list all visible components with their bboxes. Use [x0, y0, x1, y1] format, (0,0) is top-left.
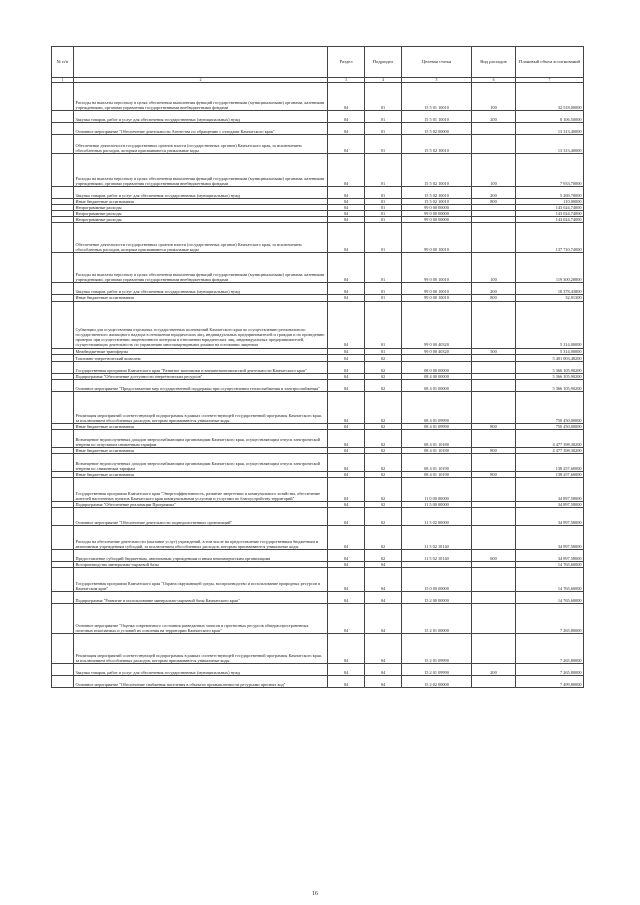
- table-row: [52, 223, 584, 253]
- num-cell: [52, 361, 74, 373]
- subsection-cell: 01: [365, 295, 402, 301]
- section-cell: 04: [328, 633, 365, 663]
- target-cell: 08 0 00 00000: [402, 361, 472, 373]
- target-cell: 15 5 02 00000: [402, 123, 472, 135]
- section-cell: 04: [328, 223, 365, 253]
- page-number: 16: [312, 891, 318, 897]
- amount-cell: 5 314,00000: [516, 301, 584, 348]
- target-cell: 08 4 01 10180: [402, 429, 472, 447]
- section-cell: 04: [328, 507, 365, 525]
- exptype-cell: [472, 453, 516, 471]
- section-cell: 04: [328, 217, 365, 223]
- target-cell: 08 4 01 10190: [402, 471, 472, 477]
- amount-cell: 8 106,50000: [516, 111, 584, 123]
- table-row: [52, 567, 584, 591]
- target-cell: 11 5 02 00000: [402, 507, 472, 525]
- num-cell: [52, 429, 74, 447]
- num-cell: [52, 223, 74, 253]
- num-cell: [52, 603, 74, 633]
- exptype-cell: [472, 429, 516, 447]
- target-cell: 99 0 00 40320: [402, 301, 472, 348]
- amount-cell: 119 300,28800: [516, 253, 584, 283]
- amount-cell: 7 933,70000: [516, 154, 584, 187]
- subsection-cell: 04: [365, 591, 402, 603]
- name-cell: Государственная программа Камчатского края "Энергоэффективность, развитие энергетики и коммунального хозяйства, обеспечение жителей населенных пунктов Камчатского края коммунальными услугами и услугами по благоустройству территорий": [74, 477, 328, 501]
- table-row: [52, 549, 584, 561]
- name-cell: Закупка товаров, работ и услуг для обеспечения государственных (муниципальных) нужд: [74, 663, 328, 675]
- num-cell: [52, 187, 74, 199]
- name-cell: Основное мероприятие "Оценка современного состояния разведанных запасов и прогнозных ресурсов общераспространенных полезных ископаемых и условий их освоения на территории Камчатского края": [74, 603, 328, 633]
- table-row: [52, 603, 584, 633]
- name-cell: Закупка товаров, работ и услуг для обеспечения государственных (муниципальных) нужд: [74, 111, 328, 123]
- name-cell: Закупка товаров, работ и услуг для обеспечения государственных (муниципальных) нужд: [74, 187, 328, 199]
- name-cell: Расходы на выплаты персоналу в целях обеспечения выполнения функций государственными (муниципальными) органами, казенными учреждениями, органами управления государственными внебюджетными фондами: [74, 83, 328, 111]
- target-cell: 99 0 00 10010: [402, 253, 472, 283]
- name-cell: Иные бюджетные ассигнования: [74, 199, 328, 205]
- amount-cell: 34 897,58000: [516, 525, 584, 549]
- num-cell: [52, 507, 74, 525]
- target-cell: 11 0 00 00000: [402, 477, 472, 501]
- name-cell: Основное мероприятие "Предоставление мер государственной поддержки при осуществлении теплоснабжения и электроснабжения": [74, 379, 328, 391]
- amount-cell: 34 897,58000: [516, 507, 584, 525]
- section-cell: 04: [328, 549, 365, 561]
- name-cell: Расходы на выплаты персоналу в целях обеспечения выполнения функций государственными (муниципальными) органами, казенными учреждениями, органами управления государственными внебюджетными фондами: [74, 154, 328, 187]
- section-cell: 04: [328, 123, 365, 135]
- amount-cell: 750 450,00000: [516, 423, 584, 429]
- amount-cell: 34 897,58000: [516, 501, 584, 507]
- section-cell: 04: [328, 603, 365, 633]
- section-cell: 04: [328, 301, 365, 348]
- header-target: Целевая статья: [402, 47, 472, 78]
- target-cell: 99 0 00 10010: [402, 223, 472, 253]
- header-amount: Плановый объем ассигнований: [516, 47, 584, 78]
- subsection-cell: 04: [365, 663, 402, 675]
- section-cell: 04: [328, 561, 365, 567]
- subsection-cell: 02: [365, 361, 402, 373]
- header-name: [74, 47, 328, 78]
- exptype-cell: [472, 391, 516, 423]
- amount-cell: 14 765,60000: [516, 567, 584, 591]
- target-cell: 99 0 00 40320: [402, 348, 472, 354]
- exptype-cell: [472, 603, 516, 633]
- target-cell: 08 4 01 00000: [402, 379, 472, 391]
- section-cell: 04: [328, 154, 365, 187]
- target-cell: [402, 354, 472, 361]
- exptype-cell: 600: [472, 549, 516, 561]
- exptype-cell: 100: [472, 253, 516, 283]
- target-cell: 15 5 02 10010: [402, 154, 472, 187]
- table-row: [52, 391, 584, 423]
- exptype-cell: 800: [472, 447, 516, 453]
- name-cell: Непрограммные расходы: [74, 211, 328, 217]
- table-row: [52, 111, 584, 123]
- amount-cell: 14 765,60000: [516, 591, 584, 603]
- table-row: [52, 283, 584, 295]
- amount-cell: 14 765,60000: [516, 561, 584, 567]
- subsection-cell: 01: [365, 187, 402, 199]
- section-cell: 04: [328, 199, 365, 205]
- subsection-cell: 02: [365, 525, 402, 549]
- header-exptype: Вид расходов: [472, 47, 516, 78]
- subsection-cell: 02: [365, 429, 402, 447]
- section-cell: 04: [328, 453, 365, 471]
- subsection-cell: 01: [365, 223, 402, 253]
- name-cell: Реализация мероприятий соответствующей подпрограммы в рамках соответствующей государственной программы Камчатского края, за исключением обособленных расходов, которым присваиваются уникальные коды: [74, 633, 328, 663]
- table-row: [52, 187, 584, 199]
- subsection-cell: 02: [365, 373, 402, 379]
- table-row: [52, 429, 584, 447]
- section-cell: 04: [328, 187, 365, 199]
- subsection-cell: 01: [365, 83, 402, 111]
- section-cell: 04: [328, 253, 365, 283]
- table-row: [52, 675, 584, 687]
- exptype-cell: [472, 301, 516, 348]
- name-cell: Реализация мероприятий соответствующей подпрограммы в рамках соответствующей государственной программы Камчатского края, за исключением обособленных расходов, которым присваиваются уникальные коды: [74, 391, 328, 423]
- num-cell: [52, 301, 74, 348]
- target-cell: 08 4 01 10190: [402, 453, 472, 471]
- subsection-cell: 01: [365, 283, 402, 295]
- exptype-cell: 100: [472, 154, 516, 187]
- header-number: 5: [402, 78, 472, 83]
- section-cell: 04: [328, 83, 365, 111]
- subsection-cell: 02: [365, 501, 402, 507]
- amount-cell: 138 257,60000: [516, 471, 584, 477]
- target-cell: 11 5 02 10140: [402, 525, 472, 549]
- target-cell: 15 5 02 10010: [402, 135, 472, 154]
- name-cell: Непрограммные расходы: [74, 217, 328, 223]
- target-cell: 99 0 00 00000: [402, 211, 472, 217]
- subsection-cell: 01: [365, 135, 402, 154]
- exptype-cell: 200: [472, 187, 516, 199]
- subsection-cell: 04: [365, 633, 402, 663]
- subsection-cell: 01: [365, 111, 402, 123]
- target-cell: 15 5 02 10010: [402, 187, 472, 199]
- budget-table: [51, 46, 584, 688]
- num-cell: [52, 135, 74, 154]
- header-number: 1: [52, 78, 74, 83]
- name-cell: Предоставление субсидий бюджетным, автономным учреждениям и иным некоммерческим организациям: [74, 549, 328, 561]
- table-row: [52, 301, 584, 348]
- table-row: [52, 154, 584, 187]
- section-cell: 04: [328, 348, 365, 354]
- name-cell: Основное мероприятие "Обеспечение деятельности Агентства по обращению с отходами Камчатского края": [74, 123, 328, 135]
- table-row: [52, 633, 584, 663]
- subsection-cell: 01: [365, 154, 402, 187]
- subsection-cell: 02: [365, 477, 402, 501]
- section-cell: 04: [328, 675, 365, 687]
- target-cell: 08 4 01 09990: [402, 423, 472, 429]
- target-cell: 99 0 00 10010: [402, 295, 472, 301]
- exptype-cell: 800: [472, 199, 516, 205]
- subsection-cell: 01: [365, 123, 402, 135]
- exptype-cell: 800: [472, 423, 516, 429]
- name-cell: Иные бюджетные ассигнования: [74, 423, 328, 429]
- exptype-cell: [472, 135, 516, 154]
- subsection-cell: 01: [365, 301, 402, 348]
- amount-cell: 7 265,80000: [516, 663, 584, 675]
- table-row: [52, 591, 584, 603]
- table-row: [52, 379, 584, 391]
- target-cell: 08 4 01 10180: [402, 447, 472, 453]
- table-row: [52, 83, 584, 111]
- amount-cell: 13 313,40000: [516, 135, 584, 154]
- amount-cell: 4 477 398,30200: [516, 429, 584, 447]
- amount-cell: 750 450,00000: [516, 391, 584, 423]
- subsection-cell: 02: [365, 447, 402, 453]
- exptype-cell: [472, 525, 516, 549]
- subsection-cell: 04: [365, 561, 402, 567]
- num-cell: [52, 391, 74, 423]
- target-cell: 15 5 02 10010: [402, 199, 472, 205]
- table-row: [52, 525, 584, 549]
- exptype-cell: [472, 633, 516, 663]
- section-cell: 04: [328, 477, 365, 501]
- section-cell: 04: [328, 295, 365, 301]
- section-cell: 04: [328, 501, 365, 507]
- section-cell: 04: [328, 354, 365, 361]
- subsection-cell: 01: [365, 211, 402, 217]
- amount-cell: 7 499,80000: [516, 675, 584, 687]
- header-number: 2: [74, 78, 328, 83]
- num-cell: [52, 354, 74, 361]
- exptype-cell: [472, 507, 516, 525]
- subsection-cell: 02: [365, 391, 402, 423]
- amount-cell: 138 257,60000: [516, 453, 584, 471]
- name-cell: Межбюджетные трансферты: [74, 348, 328, 354]
- name-cell: Основное мероприятие "Обеспечение деятельности подведомственных организаций": [74, 507, 328, 525]
- header-number: 3: [328, 78, 365, 83]
- name-cell: Подпрограмма "Обеспечение реализации Программы": [74, 501, 328, 507]
- amount-cell: 5 366 105,90200: [516, 379, 584, 391]
- amount-cell: 34 897,58000: [516, 549, 584, 561]
- amount-cell: 34 897,58000: [516, 477, 584, 501]
- subsection-cell: 04: [365, 567, 402, 591]
- target-cell: 15 2 02 00000: [402, 675, 472, 687]
- num-cell: [52, 283, 74, 295]
- section-cell: 04: [328, 361, 365, 373]
- name-cell: Иные бюджетные ассигнования: [74, 471, 328, 477]
- section-cell: 04: [328, 471, 365, 477]
- name-cell: Закупка товаров, работ и услуг для обеспечения государственных (муниципальных) нужд: [74, 283, 328, 295]
- name-cell: Иные бюджетные ассигнования: [74, 295, 328, 301]
- num-cell: [52, 453, 74, 471]
- subsection-cell: 01: [365, 199, 402, 205]
- header-number: 4: [365, 78, 402, 83]
- subsection-cell: 04: [365, 603, 402, 633]
- target-cell: 11 5 02 10140: [402, 549, 472, 561]
- num-cell: [52, 663, 74, 675]
- section-cell: 04: [328, 211, 365, 217]
- num-cell: [52, 477, 74, 501]
- header-subsection: Подраздел: [365, 47, 402, 78]
- subsection-cell: 02: [365, 507, 402, 525]
- subsection-cell: 01: [365, 348, 402, 354]
- table-row: [52, 453, 584, 471]
- exptype-cell: 200: [472, 283, 516, 295]
- subsection-cell: 02: [365, 354, 402, 361]
- num-cell: [52, 549, 74, 561]
- section-cell: 04: [328, 391, 365, 423]
- name-cell: Топливно-энергетический комплекс: [74, 354, 328, 361]
- exptype-cell: [472, 591, 516, 603]
- section-cell: 04: [328, 567, 365, 591]
- amount-cell: 18 378,43800: [516, 283, 584, 295]
- name-cell: Воспроизводство минерально-сырьевой базы: [74, 561, 328, 567]
- name-cell: Обеспечение деятельности государственных органов власти (государственных органов) Камчатского края, за исключением обособленных расходов, которым присваиваются уникальные коды: [74, 135, 328, 154]
- target-cell: 99 0 00 00000: [402, 205, 472, 211]
- name-cell: Расходы на выплаты персоналу в целях обеспечения выполнения функций государственными (муниципальными) органами, казенными учреждениями, органами управления государственными внебюджетными фондами: [74, 253, 328, 283]
- subsection-cell: 02: [365, 549, 402, 561]
- section-cell: 04: [328, 135, 365, 154]
- amount-cell: 5 314,00000: [516, 348, 584, 354]
- subsection-cell: 04: [365, 675, 402, 687]
- num-cell: [52, 675, 74, 687]
- amount-cell: 32,01300: [516, 295, 584, 301]
- target-cell: 15 2 01 09990: [402, 633, 472, 663]
- amount-cell: 13 313,40000: [516, 123, 584, 135]
- header-num: № п/п: [52, 47, 74, 78]
- table-row: [52, 663, 584, 675]
- subsection-cell: 01: [365, 217, 402, 223]
- name-cell: Субвенции для осуществления отдельных государственных полномочий Камчатского края по осуществлению регионального государственного жилищного надзора в отношении юридических лиц, индивидуальных предпринимателей и граждан и по проведению проверок при осуществлении лицензионного контроля в отношении юридических лиц, индивидуальных предпринимателей, осуществляющих деятельность по управлению многоквартирными домами на основании лицензии: [74, 301, 328, 348]
- name-cell: Иные бюджетные ассигнования: [74, 447, 328, 453]
- name-cell: Подпрограмма "Обеспечение доступности энергетических ресурсов": [74, 373, 328, 379]
- section-cell: 04: [328, 283, 365, 295]
- target-cell: 15 5 01 10010: [402, 111, 472, 123]
- exptype-cell: 800: [472, 295, 516, 301]
- section-cell: 04: [328, 429, 365, 447]
- name-cell: Подпрограмма "Развитие и использование минерально-сырьевой базы Камчатского края": [74, 591, 328, 603]
- amount-cell: 5 401 003,48200: [516, 354, 584, 361]
- name-cell: Непрограммные расходы: [74, 205, 328, 211]
- target-cell: 08 4 01 09990: [402, 391, 472, 423]
- table-row: [52, 135, 584, 154]
- name-cell: Государственная программа Камчатского края "Развитие экономики и внешнеэкономической деятельности Камчатского края": [74, 361, 328, 373]
- subsection-cell: 02: [365, 423, 402, 429]
- num-cell: [52, 379, 74, 391]
- exptype-cell: [472, 354, 516, 361]
- amount-cell: 137 710,74000: [516, 223, 584, 253]
- section-cell: 04: [328, 111, 365, 123]
- amount-cell: 4 477 398,30200: [516, 447, 584, 453]
- exptype-cell: [472, 379, 516, 391]
- amount-cell: 5 366 105,90200: [516, 373, 584, 379]
- amount-cell: 32 518,00000: [516, 83, 584, 111]
- exptype-cell: 200: [472, 111, 516, 123]
- name-cell: Возмещение недополученных доходов энергоснабжающим организациям Камчатского края, осуществляющим отпуск электрической энергии по отпускным сниженным тарифам: [74, 429, 328, 447]
- exptype-cell: 500: [472, 348, 516, 354]
- exptype-cell: [472, 675, 516, 687]
- num-cell: [52, 633, 74, 663]
- amount-cell: 143 024,74000: [516, 217, 584, 223]
- exptype-cell: 200: [472, 663, 516, 675]
- num-cell: [52, 567, 74, 591]
- num-cell: [52, 591, 74, 603]
- exptype-cell: 100: [472, 83, 516, 111]
- table-row: [52, 253, 584, 283]
- amount-cell: 143 024,74000: [516, 205, 584, 211]
- header-number: 6: [472, 78, 516, 83]
- header-section: Раздел: [328, 47, 365, 78]
- section-cell: 04: [328, 591, 365, 603]
- num-cell: [52, 123, 74, 135]
- exptype-cell: [472, 477, 516, 501]
- target-cell: 15 0 00 00000: [402, 567, 472, 591]
- num-cell: [52, 154, 74, 187]
- subsection-cell: 01: [365, 253, 402, 283]
- target-cell: 15 5 01 10010: [402, 83, 472, 111]
- table-body: [52, 83, 584, 688]
- target-cell: 08 4 00 00000: [402, 373, 472, 379]
- amount-cell: 143 024,74000: [516, 211, 584, 217]
- exptype-cell: [472, 567, 516, 591]
- section-cell: 04: [328, 205, 365, 211]
- num-cell: [52, 83, 74, 111]
- name-cell: Государственная программа Камчатского края "Охрана окружающей среды, воспроизводство и использование природных ресурсов в Камчатском крае": [74, 567, 328, 591]
- table-row: [52, 354, 584, 361]
- subsection-cell: 01: [365, 205, 402, 211]
- exptype-cell: 800: [472, 471, 516, 477]
- num-cell: [52, 253, 74, 283]
- table-row: [52, 477, 584, 501]
- amount-cell: 5 269,70000: [516, 187, 584, 199]
- section-cell: 04: [328, 423, 365, 429]
- amount-cell: 7 265,80000: [516, 633, 584, 663]
- subsection-cell: 02: [365, 453, 402, 471]
- amount-cell: 7 265,80000: [516, 603, 584, 633]
- exptype-cell: [472, 361, 516, 373]
- target-cell: 15 2 01 09990: [402, 663, 472, 675]
- section-cell: 04: [328, 525, 365, 549]
- exptype-cell: [472, 223, 516, 253]
- name-cell: Расходы на обеспечение деятельности (оказание услуг) учреждений, в том числе на предоставление государственным бюджетным и автономным учреждениям субсидий, за исключением обособленных расходов, которым присваиваются уникальные коды: [74, 525, 328, 549]
- num-cell: [52, 525, 74, 549]
- document-page: [51, 46, 583, 688]
- name-cell: Основное мероприятие "Обеспечение снабжения населения в объектах промышленности ресурсами пресных вод": [74, 675, 328, 687]
- exptype-cell: [472, 123, 516, 135]
- section-cell: 04: [328, 663, 365, 675]
- table-row: [52, 361, 584, 373]
- name-cell: Возмещение недополученных доходов энергоснабжающим организациям Камчатского края, осуществляющим отпуск электрической энергии по сниженным тарифам: [74, 453, 328, 471]
- name-cell: Обеспечение деятельности государственных органов власти (государственных органов) Камчатского края, за исключением обособленных расходов, которым присваиваются уникальные коды: [74, 223, 328, 253]
- table-row: [52, 123, 584, 135]
- subsection-cell: 02: [365, 471, 402, 477]
- amount-cell: 110,00000: [516, 199, 584, 205]
- header-number: 7: [516, 78, 584, 83]
- target-cell: 99 0 00 00000: [402, 217, 472, 223]
- section-cell: 04: [328, 447, 365, 453]
- subsection-cell: 02: [365, 379, 402, 391]
- target-cell: 15 2 01 00000: [402, 603, 472, 633]
- table-row: [52, 507, 584, 525]
- num-cell: [52, 111, 74, 123]
- section-cell: 04: [328, 373, 365, 379]
- target-cell: 11 5 00 00000: [402, 501, 472, 507]
- section-cell: 04: [328, 379, 365, 391]
- header-row: [52, 47, 584, 78]
- amount-cell: 5 366 105,90200: [516, 361, 584, 373]
- target-cell: 99 0 00 10010: [402, 283, 472, 295]
- target-cell: 15 2 00 00000: [402, 591, 472, 603]
